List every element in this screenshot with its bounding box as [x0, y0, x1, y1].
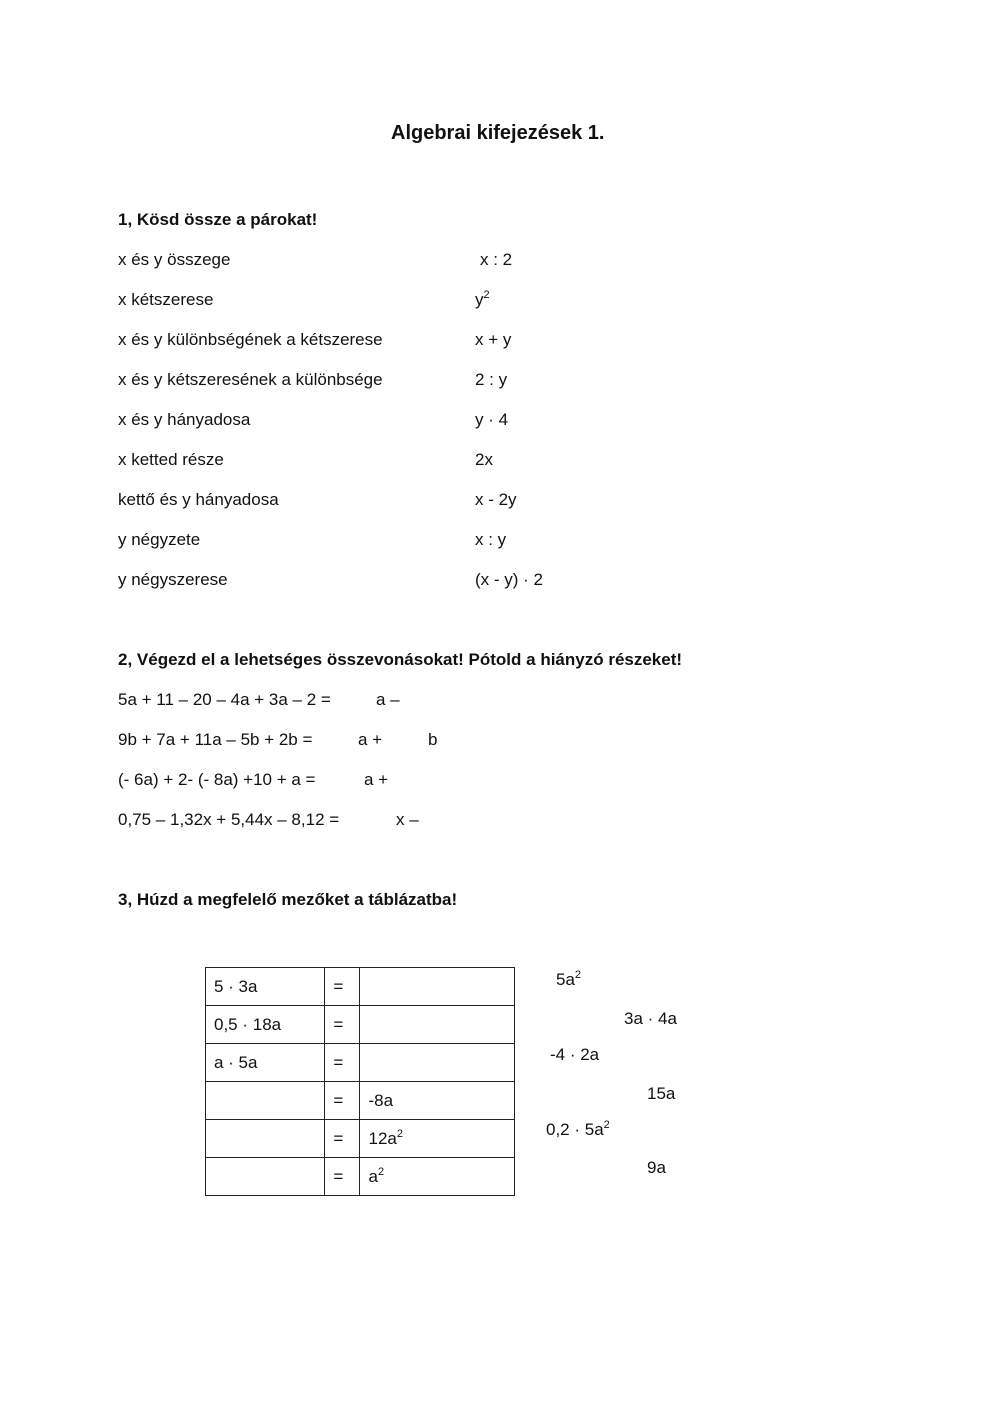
expression: 0,75 – 1,32x + 5,44x – 8,12 = [118, 810, 340, 829]
pair-left[interactable]: x és y hányadosa [118, 410, 251, 429]
expression: 5a + 11 – 20 – 4a + 3a – 2 = [118, 690, 331, 709]
pair-right[interactable]: x : 2 [480, 250, 513, 269]
table-cell-left[interactable]: a · 5a [206, 1044, 325, 1082]
pair-right[interactable]: y · 4 [475, 410, 509, 429]
drag-tile[interactable]: 9a [647, 1158, 666, 1177]
table-cell-right[interactable]: -8a [360, 1082, 515, 1120]
pair-right[interactable]: 2x [475, 450, 493, 469]
pair-right[interactable]: $y^2$ [475, 289, 490, 309]
table-row [206, 1006, 515, 1044]
pair-right[interactable]: x + y [475, 330, 512, 349]
table-row [206, 1158, 515, 1196]
page-title: Algebrai kifejezések 1. [391, 122, 605, 144]
pair-right[interactable]: x - 2y [475, 490, 517, 509]
table-cell-left[interactable]: 0,5 · 18a [206, 1006, 325, 1044]
table-cell-left[interactable] [206, 1082, 325, 1120]
table-cell-right[interactable] [360, 1044, 515, 1082]
pair-right[interactable]: 2 : y [475, 370, 508, 389]
pair-left[interactable]: x és y különbségének a kétszerese [118, 330, 383, 349]
expression: 9b + 7a + 11a – 5b + 2b = [118, 730, 313, 749]
drag-tile[interactable]: $5a^2$ [556, 969, 582, 989]
answer-fragment: a + [358, 730, 383, 749]
table-cell-equals: = [325, 1120, 360, 1158]
pair-left[interactable]: y négyszerese [118, 570, 228, 589]
pair-left[interactable]: x kétszerese [118, 290, 214, 309]
answer-fragment: b [428, 730, 438, 749]
section3-heading: 3, Húzd a megfelelő mezőket a táblázatba! [118, 890, 458, 909]
pair-left[interactable]: kettő és y hányadosa [118, 490, 279, 509]
table-cell-right[interactable] [360, 968, 515, 1006]
table-cell-equals: = [325, 1082, 360, 1120]
drop-table [205, 967, 515, 1196]
table-cell-right[interactable] [360, 1006, 515, 1044]
table-cell-left[interactable] [206, 1120, 325, 1158]
section2-heading: 2, Végezd el a lehetséges összevonásokat! Pótold a hiányzó részeket! [118, 650, 683, 669]
section1-heading: 1, Kösd össze a párokat! [118, 210, 318, 229]
table-cell-right[interactable]: $a^2$ [360, 1158, 515, 1196]
table-cell-equals: = [325, 1158, 360, 1196]
answer-fragment: a – [376, 690, 400, 709]
table-row [206, 1120, 515, 1158]
answer-fragment: x – [396, 810, 419, 829]
table-cell-left[interactable] [206, 1158, 325, 1196]
pair-right[interactable]: x : y [475, 530, 507, 549]
table-row [206, 1044, 515, 1082]
pair-left[interactable]: x és y kétszeresének a különbsége [118, 370, 383, 389]
drag-tile[interactable]: $0,2 \cdot 5a^2$ [546, 1119, 610, 1139]
pair-left[interactable]: x és y összege [118, 250, 231, 269]
table-row [206, 1082, 515, 1120]
table-cell-left[interactable]: 5 · 3a [206, 968, 325, 1006]
table-row [206, 968, 515, 1006]
drag-tile[interactable]: -4 · 2a [550, 1045, 600, 1064]
pair-right[interactable]: (x - y) · 2 [475, 570, 543, 589]
table-cell-equals: = [325, 968, 360, 1006]
drag-tile[interactable]: 3a · 4a [624, 1009, 677, 1028]
expression: (- 6a) + 2- (- 8a) +10 + a = [118, 770, 316, 789]
drag-tile[interactable]: 15a [647, 1084, 676, 1103]
table-cell-equals: = [325, 1006, 360, 1044]
pair-left[interactable]: x ketted része [118, 450, 224, 469]
pair-left[interactable]: y négyzete [118, 530, 201, 549]
answer-fragment: a + [364, 770, 389, 789]
table-cell-equals: = [325, 1044, 360, 1082]
table-cell-right[interactable]: $12a^2$ [360, 1120, 515, 1158]
